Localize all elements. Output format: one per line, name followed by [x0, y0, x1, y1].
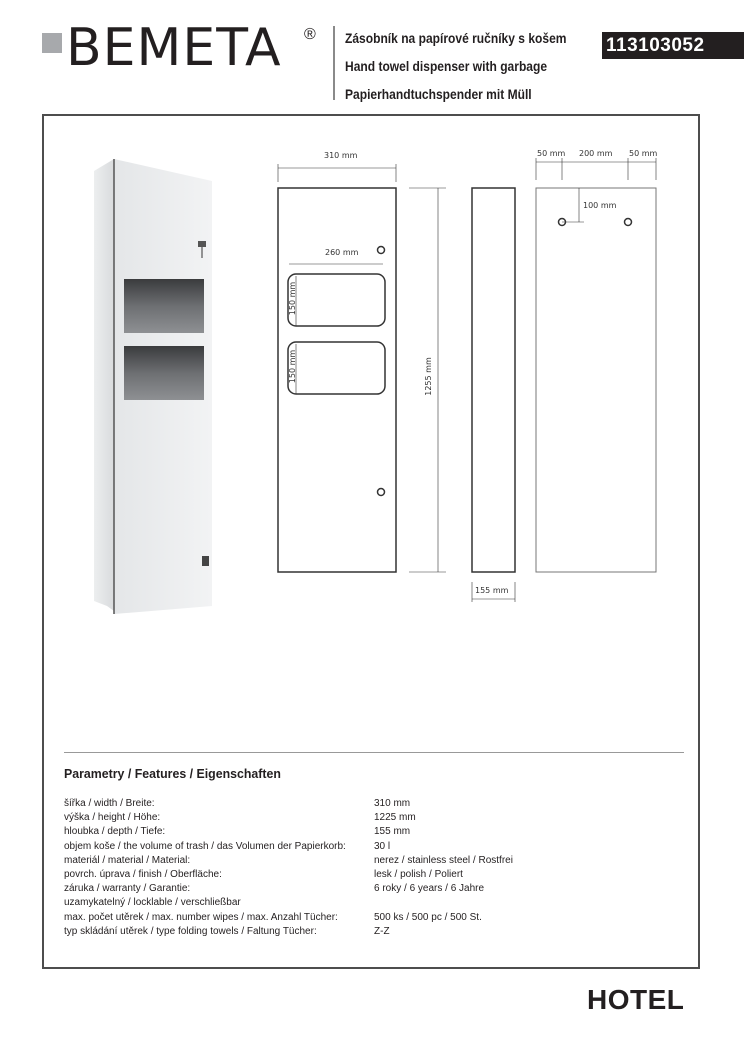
- feature-row: [64, 882, 684, 896]
- feature-row: [64, 925, 684, 939]
- feature-row: [64, 868, 684, 882]
- features-table: [64, 797, 684, 939]
- feature-row: [64, 811, 684, 825]
- feature-row: [64, 896, 684, 910]
- feature-value: 6 roky / 6 years / 6 Jahre: [374, 883, 485, 895]
- dim-depth-label: 155 mm: [475, 586, 509, 595]
- feature-label: povrch. úprava / finish / Oberfläche:: [64, 868, 222, 880]
- feature-value: 500 ks / 500 pc / 500 St.: [374, 911, 482, 923]
- dim-width-label: 310 mm: [324, 151, 358, 160]
- front-opening-bottom: [288, 342, 385, 394]
- feature-label: hloubka / depth / Tiefe:: [64, 826, 166, 838]
- feature-value: 1225 mm: [374, 812, 416, 824]
- registered-mark: ®: [304, 26, 316, 43]
- mounting-hole-right: [625, 219, 632, 226]
- feature-value: Z-Z: [374, 925, 390, 937]
- features-divider: [64, 752, 684, 753]
- feature-value: lesk / polish / Poliert: [374, 868, 463, 880]
- feature-row: [64, 854, 684, 868]
- category-label: HOTEL: [587, 984, 685, 1015]
- title-german: Papierhandtuchspender mit Müll: [345, 86, 532, 102]
- feature-label: max. počet utěrek / max. number wipes / max. Anzahl Tücher:: [64, 911, 338, 923]
- product-code-badge: 113103052: [602, 32, 744, 59]
- dim-height-label: 1255 mm: [423, 357, 433, 396]
- feature-label: uzamykatelný / locklable / verschließbar: [64, 897, 241, 909]
- front-opening-top: [288, 274, 385, 326]
- product-titles: [345, 24, 603, 108]
- dim-opening-width-label: 260 mm: [325, 248, 359, 257]
- feature-label: šířka / width / Breite:: [64, 798, 155, 809]
- feature-row: [64, 825, 684, 839]
- feature-value: 155 mm: [374, 826, 411, 838]
- dim-opening1-height-label: 150 mm: [288, 281, 298, 316]
- front-lock-top: [378, 247, 385, 254]
- title-czech: Zásobník na papírové ručníky s košem: [345, 30, 567, 46]
- feature-label: materiál / material / Material:: [64, 854, 191, 866]
- feature-value: nerez / stainless steel / Rostfrei: [374, 854, 513, 866]
- feature-row: [64, 797, 684, 811]
- dim-opening2-height-label: 150 mm: [288, 349, 298, 384]
- feature-label: záruka / warranty / Garantie:: [64, 883, 191, 895]
- logo-square-mark: [42, 33, 62, 53]
- feature-row: [64, 840, 684, 854]
- feature-label: výška / height / Höhe:: [64, 812, 161, 824]
- feature-value: 30 l: [374, 840, 391, 852]
- bemeta-logo: [42, 18, 317, 80]
- features-title: Parametry / Features / Eigenschaften: [64, 766, 281, 781]
- dim-hole-offset-label: 100 mm: [583, 201, 617, 210]
- technical-drawing: [44, 116, 702, 746]
- title-english: Hand towel dispenser with garbage: [345, 58, 548, 74]
- feature-label: objem koše / the volume of trash / das Volumen der Papierkorb:: [64, 840, 346, 852]
- back-view-outline: [536, 188, 656, 572]
- side-view-outline: [472, 188, 515, 572]
- feature-label: typ skládání utěrek / type folding towels / Faltung Tücher:: [64, 925, 317, 937]
- feature-row: [64, 911, 684, 925]
- content-frame: [42, 114, 700, 969]
- dim-back-right-label: 50 mm: [629, 149, 658, 158]
- feature-value: 310 mm: [374, 798, 411, 809]
- front-lock-bottom: [378, 489, 385, 496]
- header-divider: [333, 26, 335, 100]
- dim-back-middle-label: 200 mm: [579, 149, 613, 158]
- dim-back-left-label: 50 mm: [537, 149, 566, 158]
- logo-wordmark: BEMETA: [66, 18, 282, 78]
